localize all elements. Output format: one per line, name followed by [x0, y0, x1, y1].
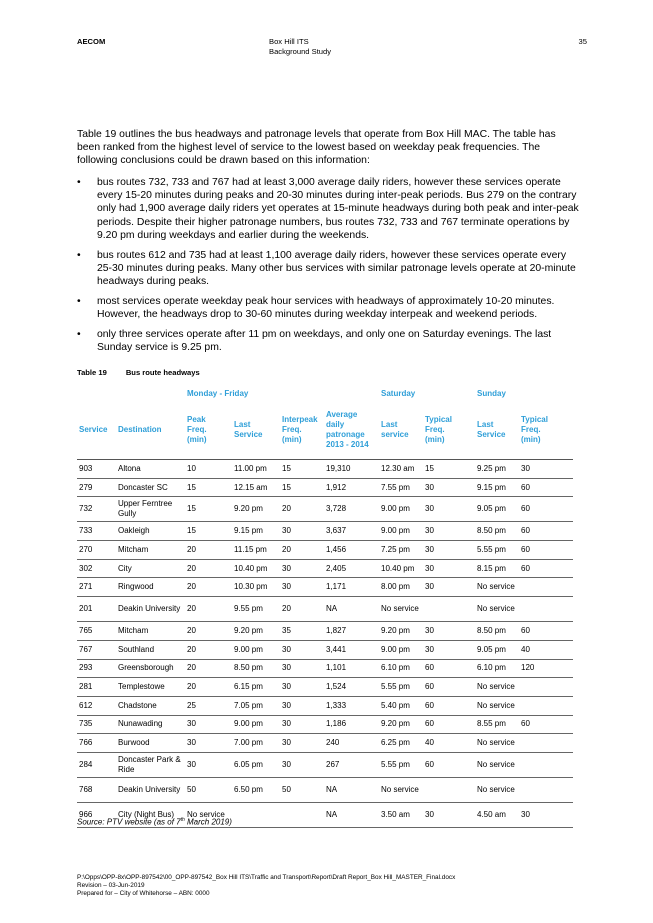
cell-patronage: 267 [324, 752, 379, 777]
cell-service: 768 [77, 777, 116, 802]
cell-peak-freq: 30 [185, 752, 232, 777]
cell-last-service: 9.55 pm [232, 597, 280, 622]
cell-patronage: 19,310 [324, 460, 379, 479]
col-text: Last [381, 420, 398, 429]
cell-sun-last: 8.50 pm [475, 522, 519, 541]
cell-sun-last: 8.55 pm [475, 715, 519, 734]
list-item [77, 328, 579, 354]
cell-last-service: 7.05 pm [232, 696, 280, 715]
cell-service: 767 [77, 640, 116, 659]
cell-sat-typical: 30 [423, 522, 475, 541]
cell-sat-typical: 60 [423, 659, 475, 678]
cell-peak-freq: 25 [185, 696, 232, 715]
bus-headways-table [77, 386, 573, 828]
cell-sun-typical: 120 [519, 659, 573, 678]
cell-last-service: 7.00 pm [232, 734, 280, 753]
cell-service: 281 [77, 678, 116, 697]
cell-destination: City [116, 559, 185, 578]
cell-patronage: 1,912 [324, 478, 379, 497]
table-title: Bus route headways [125, 368, 200, 377]
cell-destination: Ringwood [116, 578, 185, 597]
col-text: (min) [187, 435, 207, 444]
bullet-icon: • [77, 295, 81, 307]
col-interpeak-freq [280, 401, 324, 460]
cell-sun-last: No service [475, 752, 573, 777]
conclusions-list [77, 176, 579, 360]
col-text: Freq. [425, 425, 445, 434]
cell-interpeak-freq: 35 [280, 622, 324, 641]
cell-last-service: 9.00 pm [232, 715, 280, 734]
cell-sat-last: 5.55 pm [379, 752, 423, 777]
col-sun-last [475, 401, 519, 460]
table-row [77, 522, 573, 541]
cell-destination: Greensborough [116, 659, 185, 678]
cell-interpeak-freq: 30 [280, 578, 324, 597]
cell-peak-freq: 30 [185, 734, 232, 753]
col-peak-freq [185, 401, 232, 460]
cell-sat-last: 6.25 pm [379, 734, 423, 753]
cell-interpeak-freq: 30 [280, 734, 324, 753]
cell-destination: City (Night Bus) [116, 802, 185, 827]
cell-sat-last: 9.20 pm [379, 622, 423, 641]
table-row [77, 497, 573, 522]
cell-sat-typical: 30 [423, 802, 475, 827]
cell-sat-last: 5.55 pm [379, 678, 423, 697]
cell-sat-last: 9.00 pm [379, 497, 423, 522]
cell-peak-freq: 20 [185, 678, 232, 697]
cell-sat-typical: 30 [423, 497, 475, 522]
cell-peak-freq: 20 [185, 559, 232, 578]
col-text: Service [234, 430, 263, 439]
cell-sat-typical: 15 [423, 460, 475, 479]
cell-sun-typical: 60 [519, 541, 573, 560]
cell-destination: Doncaster SC [116, 478, 185, 497]
cell-destination: Deakin University [116, 597, 185, 622]
list-item-text: most services operate weekday peak hour services with headways of approximately 10-20 minutes. However, the headways drop to 30-60 minutes during weekday interpeak and weekend periods. [97, 295, 555, 320]
cell-service: 284 [77, 752, 116, 777]
list-item [77, 249, 579, 289]
cell-sat-typical: 60 [423, 678, 475, 697]
cell-peak-freq: 20 [185, 541, 232, 560]
cell-interpeak-freq: 30 [280, 559, 324, 578]
cell-destination: Upper Ferntree Gully [116, 497, 185, 522]
cell-sun-typical: 60 [519, 497, 573, 522]
col-text: (min) [425, 435, 445, 444]
cell-sun-last: 9.25 pm [475, 460, 519, 479]
cell-service: 735 [77, 715, 116, 734]
cell-peak-freq: 15 [185, 522, 232, 541]
col-text: Typical [425, 415, 452, 424]
table-number: Table 19 [77, 368, 107, 377]
cell-sun-typical: 60 [519, 715, 573, 734]
cell-destination: Nunawading [116, 715, 185, 734]
table-body [77, 460, 573, 828]
project-line-2: Background Study [269, 47, 332, 56]
col-text: service [381, 430, 409, 439]
col-text: Service [477, 430, 506, 439]
col-text: Typical [521, 415, 548, 424]
cell-sat-typical: 40 [423, 734, 475, 753]
cell-destination: Mitcham [116, 622, 185, 641]
cell-peak-freq: 20 [185, 640, 232, 659]
cell-service: 270 [77, 541, 116, 560]
cell-destination: Oakleigh [116, 522, 185, 541]
cell-destination: Chadstone [116, 696, 185, 715]
source-text: Source: PTV website (as of 7 [77, 817, 181, 827]
cell-sun-typical: 60 [519, 478, 573, 497]
table-row [77, 678, 573, 697]
cell-interpeak-freq: 50 [280, 777, 324, 802]
table-row [77, 640, 573, 659]
cell-peak-freq: 15 [185, 497, 232, 522]
list-item [77, 295, 579, 321]
cell-peak-freq: 20 [185, 622, 232, 641]
list-item [77, 176, 579, 242]
cell-destination: Templestowe [116, 678, 185, 697]
cell-sat-last: 9.00 pm [379, 522, 423, 541]
col-service: Service [77, 401, 116, 460]
footer-file-path: P:\Opps\OPP-8x\OPP-897542\00_OPP-897542_Box Hill ITS\Traffic and Transport\Report\Draft Report_Box Hill_MASTER_Final.docx [77, 874, 456, 881]
bullet-icon: • [77, 249, 81, 261]
col-text: Last [477, 420, 494, 429]
cell-sun-last: 6.10 pm [475, 659, 519, 678]
cell-peak-freq: 50 [185, 777, 232, 802]
group-saturday: Saturday [381, 388, 416, 398]
cell-peak-freq: 20 [185, 659, 232, 678]
cell-service: 765 [77, 622, 116, 641]
cell-last-service: 6.50 pm [232, 777, 280, 802]
cell-sun-last: No service [475, 777, 573, 802]
col-text: (min) [521, 435, 541, 444]
table-row [77, 752, 573, 777]
cell-service: 903 [77, 460, 116, 479]
cell-service: 732 [77, 497, 116, 522]
cell-sat-typical: 30 [423, 578, 475, 597]
col-text: daily [326, 420, 345, 429]
table-row [77, 541, 573, 560]
table-caption [77, 368, 200, 377]
cell-sat-last: 9.20 pm [379, 715, 423, 734]
cell-interpeak-freq: 30 [280, 659, 324, 678]
col-patronage [324, 401, 379, 460]
table-row [77, 559, 573, 578]
cell-patronage: 240 [324, 734, 379, 753]
cell-patronage: NA [324, 597, 379, 622]
col-text: Freq. [187, 425, 207, 434]
page-footer [77, 874, 455, 899]
cell-sun-last: 8.15 pm [475, 559, 519, 578]
cell-interpeak-freq: 20 [280, 497, 324, 522]
cell-sat-typical: 30 [423, 541, 475, 560]
col-text: Peak [187, 415, 206, 424]
cell-peak-freq: No service [185, 802, 324, 827]
cell-sun-typical: 30 [519, 460, 573, 479]
project-title [269, 37, 331, 57]
cell-destination: Altona [116, 460, 185, 479]
table-row [77, 478, 573, 497]
cell-sun-last: 9.05 pm [475, 497, 519, 522]
col-sat-last [379, 401, 423, 460]
cell-service: 766 [77, 734, 116, 753]
cell-sat-last: 5.40 pm [379, 696, 423, 715]
bullet-icon: • [77, 177, 81, 188]
cell-service: 733 [77, 522, 116, 541]
cell-sun-last: 4.50 am [475, 802, 519, 827]
col-text: 2013 - 2014 [326, 440, 369, 449]
table-source [77, 817, 232, 827]
cell-last-service: 10.40 pm [232, 559, 280, 578]
col-last-service [232, 401, 280, 460]
cell-interpeak-freq: 20 [280, 597, 324, 622]
cell-service: 293 [77, 659, 116, 678]
cell-patronage: NA [324, 777, 379, 802]
cell-interpeak-freq: 15 [280, 478, 324, 497]
cell-last-service: 11.15 pm [232, 541, 280, 560]
group-sunday: Sunday [477, 388, 506, 398]
table-row [77, 734, 573, 753]
cell-patronage: 1,524 [324, 678, 379, 697]
cell-sat-typical: 30 [423, 559, 475, 578]
cell-sat-typical: 60 [423, 715, 475, 734]
cell-sat-last: 9.00 pm [379, 640, 423, 659]
cell-sun-typical: 40 [519, 640, 573, 659]
cell-last-service: 9.15 pm [232, 522, 280, 541]
cell-sun-typical: 60 [519, 622, 573, 641]
cell-sun-last: No service [475, 678, 573, 697]
cell-last-service: 9.20 pm [232, 622, 280, 641]
cell-patronage: 3,637 [324, 522, 379, 541]
cell-service: 279 [77, 478, 116, 497]
list-item-text: only three services operate after 11 pm on weekdays, and only one on Saturday evenings. The last Sunday service is 9.25 pm. [97, 328, 552, 353]
cell-destination: Southland [116, 640, 185, 659]
cell-last-service: 9.20 pm [232, 497, 280, 522]
project-line-1: Box Hill ITS [269, 37, 309, 46]
cell-sat-last: 7.55 pm [379, 478, 423, 497]
table-row [77, 578, 573, 597]
cell-sat-typical: 60 [423, 752, 475, 777]
cell-last-service: 6.15 pm [232, 678, 280, 697]
cell-sun-last: 9.15 pm [475, 478, 519, 497]
cell-destination: Doncaster Park & Ride [116, 752, 185, 777]
col-sat-typical [423, 401, 475, 460]
cell-sat-last: 3.50 am [379, 802, 423, 827]
cell-peak-freq: 20 [185, 597, 232, 622]
cell-sun-last: 5.55 pm [475, 541, 519, 560]
cell-patronage: 3,441 [324, 640, 379, 659]
col-text: Interpeak [282, 415, 318, 424]
cell-sun-last: No service [475, 578, 573, 597]
cell-sun-last: 8.50 pm [475, 622, 519, 641]
col-text: (min) [282, 435, 302, 444]
group-weekday: Monday - Friday [187, 388, 249, 398]
cell-last-service: 8.50 pm [232, 659, 280, 678]
cell-patronage: 1,101 [324, 659, 379, 678]
col-sun-typical [519, 401, 573, 460]
table-row [77, 597, 573, 622]
col-text: Freq. [282, 425, 302, 434]
cell-peak-freq: 15 [185, 478, 232, 497]
source-superscript: th [180, 817, 185, 823]
table-row [77, 696, 573, 715]
cell-peak-freq: 30 [185, 715, 232, 734]
cell-last-service: 6.05 pm [232, 752, 280, 777]
bullet-icon: • [77, 328, 81, 340]
table-row [77, 659, 573, 678]
cell-last-service: 10.30 pm [232, 578, 280, 597]
cell-interpeak-freq: 30 [280, 522, 324, 541]
table-row [77, 777, 573, 802]
cell-interpeak-freq: 15 [280, 460, 324, 479]
cell-interpeak-freq: 30 [280, 715, 324, 734]
cell-sat-typical: 60 [423, 696, 475, 715]
col-text: Last [234, 420, 251, 429]
footer-prepared-for: Prepared for – City of Whitehorse – ABN: 0000 [77, 890, 210, 898]
cell-sat-last: 12.30 am [379, 460, 423, 479]
cell-sat-last: No service [379, 777, 475, 802]
cell-interpeak-freq: 20 [280, 541, 324, 560]
source-tail: March 2019) [184, 817, 232, 827]
cell-last-service: 11.00 pm [232, 460, 280, 479]
list-item-text: bus routes 732, 733 and 767 had at least 3,000 average daily riders, however these services operate every 15-20 minutes during peaks and 20-30 minutes during inter-peak periods. Bus 279 on the contrary only had 1,900 average daily riders yet operates at 15-minute headways during both peak and inter-peak periods. Despite their higher patronage numbers, bus routes 732, 733 and 767 terminate operations by 9.20 pm during weekdays and earlier during the weekends. [97, 177, 579, 241]
cell-patronage: 1,171 [324, 578, 379, 597]
cell-sat-typical: 30 [423, 622, 475, 641]
cell-sat-last: 8.00 pm [379, 578, 423, 597]
cell-destination: Mitcham [116, 541, 185, 560]
col-text: Freq. [521, 425, 541, 434]
cell-service: 302 [77, 559, 116, 578]
cell-destination: Deakin University [116, 777, 185, 802]
cell-interpeak-freq: 30 [280, 640, 324, 659]
col-text: patronage [326, 430, 365, 439]
footer-revision: Revision – 03-Jun-2019 [77, 882, 145, 890]
table-row [77, 715, 573, 734]
page-number: 35 [578, 37, 587, 46]
table-row [77, 622, 573, 641]
cell-interpeak-freq: 30 [280, 696, 324, 715]
cell-sun-typical: 60 [519, 522, 573, 541]
cell-last-service: 12.15 am [232, 478, 280, 497]
cell-sun-last: 9.05 pm [475, 640, 519, 659]
cell-patronage: 3,728 [324, 497, 379, 522]
cell-service: 271 [77, 578, 116, 597]
cell-patronage: NA [324, 802, 379, 827]
cell-sat-last: 7.25 pm [379, 541, 423, 560]
cell-sat-typical: 30 [423, 478, 475, 497]
col-destination: Destination [116, 401, 185, 460]
cell-sun-last: No service [475, 597, 573, 622]
cell-service: 201 [77, 597, 116, 622]
cell-interpeak-freq: 30 [280, 678, 324, 697]
cell-destination: Burwood [116, 734, 185, 753]
cell-sun-last: No service [475, 734, 573, 753]
cell-peak-freq: 20 [185, 578, 232, 597]
cell-sat-typical: 30 [423, 640, 475, 659]
cell-interpeak-freq: 30 [280, 752, 324, 777]
cell-sat-last: 6.10 pm [379, 659, 423, 678]
cell-sat-last: 10.40 pm [379, 559, 423, 578]
cell-service: 612 [77, 696, 116, 715]
cell-service: 966 [77, 802, 116, 827]
company-name: AECOM [77, 37, 106, 46]
cell-last-service: 9.00 pm [232, 640, 280, 659]
cell-peak-freq: 10 [185, 460, 232, 479]
intro-paragraph: Table 19 outlines the bus headways and patronage levels that operate from Box Hill MAC. The table has been ranked from the highest level of service to the lowest based on weekday peak frequencies. The following conclusions could be drawn based on this information: [77, 129, 556, 167]
table-row [77, 460, 573, 479]
cell-patronage: 1,456 [324, 541, 379, 560]
cell-sun-typical: 60 [519, 559, 573, 578]
cell-patronage: 1,827 [324, 622, 379, 641]
cell-sun-typical: 30 [519, 802, 573, 827]
col-text: Average [326, 410, 358, 419]
cell-patronage: 2,405 [324, 559, 379, 578]
cell-patronage: 1,186 [324, 715, 379, 734]
cell-patronage: 1,333 [324, 696, 379, 715]
list-item-text: bus routes 612 and 735 had at least 1,100 average daily riders, however these services operate every 25-30 minutes during peaks. Many other bus services with similar patronage levels operate at 20-minute headways during peaks. [97, 249, 576, 287]
cell-sun-last: No service [475, 696, 573, 715]
cell-sat-last: No service [379, 597, 475, 622]
